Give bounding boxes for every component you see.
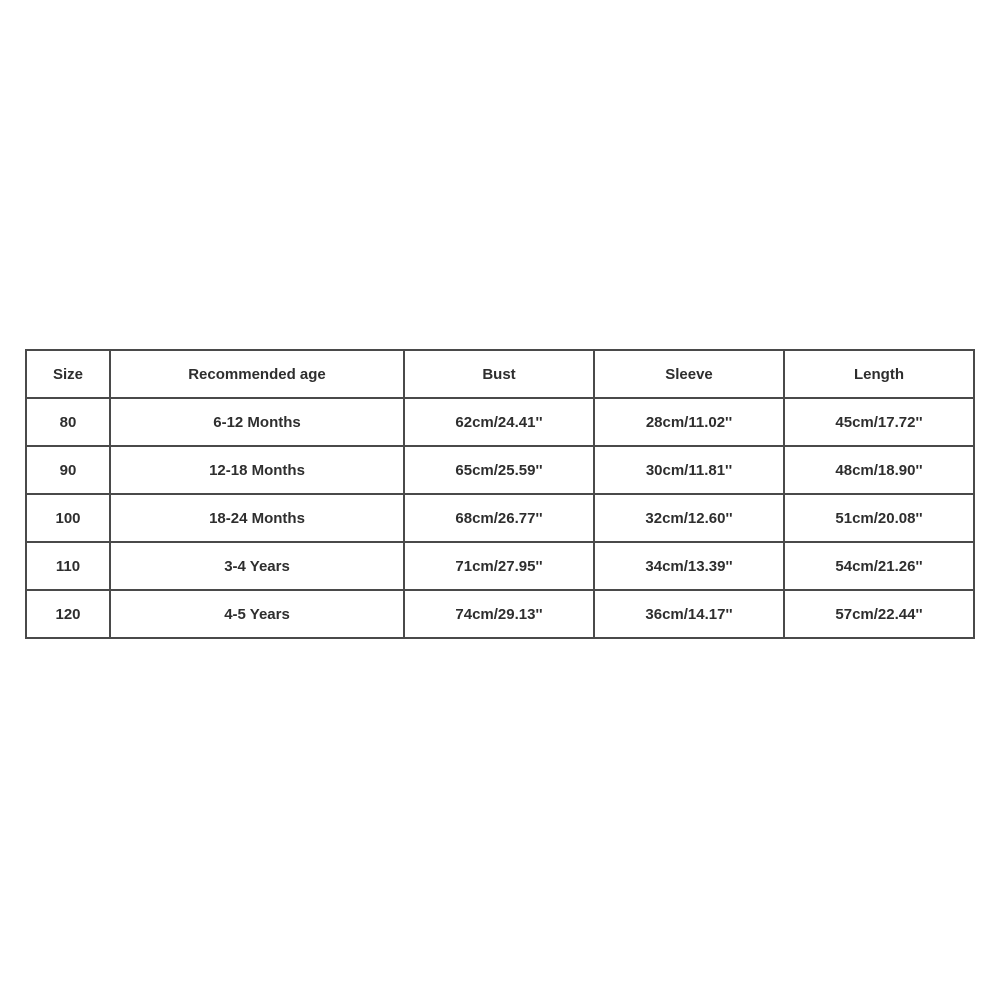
cell-size: 110 [26,542,110,590]
cell-length: 54cm/21.26'' [784,542,974,590]
cell-sleeve: 32cm/12.60'' [594,494,784,542]
cell-sleeve: 28cm/11.02'' [594,398,784,446]
cell-size: 80 [26,398,110,446]
table-header-row [26,350,974,398]
table-row [26,494,974,542]
table-row [26,542,974,590]
cell-length: 45cm/17.72'' [784,398,974,446]
cell-age: 3-4 Years [110,542,404,590]
cell-bust: 68cm/26.77'' [404,494,594,542]
cell-bust: 65cm/25.59'' [404,446,594,494]
size-chart-table [25,349,975,639]
table-row [26,590,974,638]
header-bust: Bust [404,350,594,398]
header-size: Size [26,350,110,398]
cell-bust: 71cm/27.95'' [404,542,594,590]
cell-size: 120 [26,590,110,638]
cell-length: 48cm/18.90'' [784,446,974,494]
cell-age: 12-18 Months [110,446,404,494]
cell-length: 57cm/22.44'' [784,590,974,638]
cell-size: 100 [26,494,110,542]
cell-size: 90 [26,446,110,494]
cell-bust: 62cm/24.41'' [404,398,594,446]
table-row [26,446,974,494]
header-recommended-age: Recommended age [110,350,404,398]
cell-age: 4-5 Years [110,590,404,638]
cell-bust: 74cm/29.13'' [404,590,594,638]
cell-length: 51cm/20.08'' [784,494,974,542]
cell-sleeve: 30cm/11.81'' [594,446,784,494]
cell-age: 18-24 Months [110,494,404,542]
header-length: Length [784,350,974,398]
cell-sleeve: 36cm/14.17'' [594,590,784,638]
cell-sleeve: 34cm/13.39'' [594,542,784,590]
header-sleeve: Sleeve [594,350,784,398]
cell-age: 6-12 Months [110,398,404,446]
table-row [26,398,974,446]
